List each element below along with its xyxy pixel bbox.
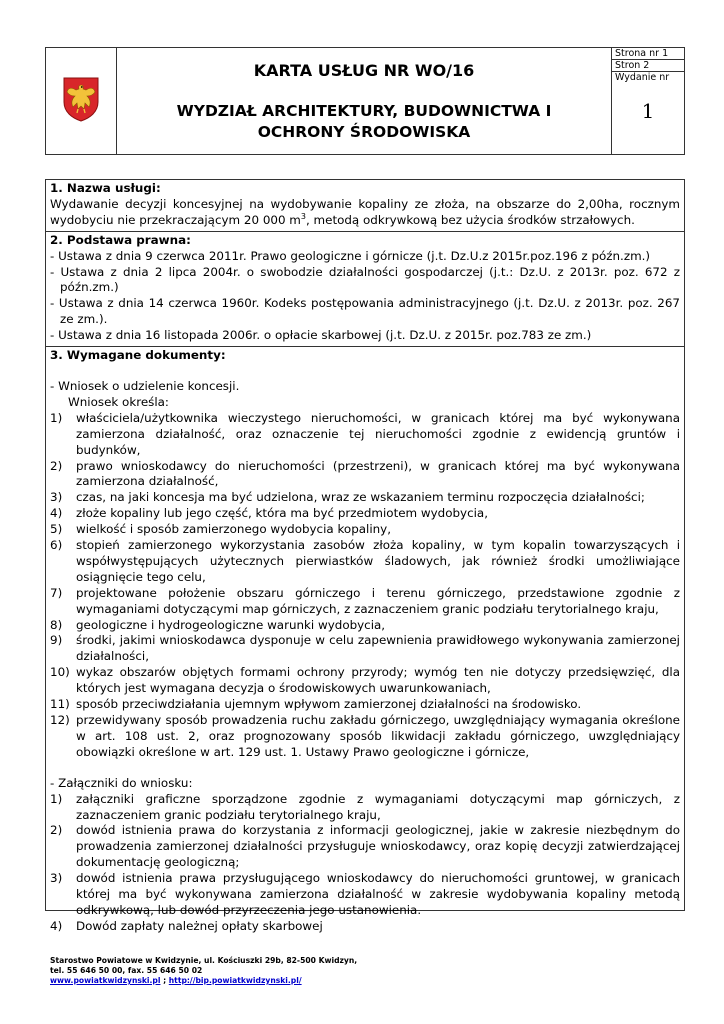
item-text: czas, na jaki koncesja ma być udzielona, wraz ze wskazaniem terminu rozpoczęcia działalności; [76,490,645,505]
legal-basis-item: - Ustawa z dnia 9 czerwca 2011r. Prawo geologiczne i górnicze (j.t. Dz.U.z 2015r.poz.196 z późn.zm.) [50,248,651,263]
page-number-label: Strona nr 1 [612,48,684,60]
item-number: 4) [50,918,63,933]
header-title-cell [117,48,612,155]
attachments-list [50,792,680,935]
section-required-documents [46,347,684,937]
item-text: projektowane położenie obszaru górniczego i terenu górniczego, przedstawione zgodnie z wymaganiami dotyczącymi map górniczych, z zaznaczeniem granic podziału terytorialnego kraju, [76,585,680,616]
item-number: 1) [50,410,63,425]
superscript-3: 3 [300,211,306,221]
link-separator: ; [160,976,169,985]
application-subtitle: Wniosek określa: [68,394,169,409]
website-link[interactable]: www.powiatkwidzynski.pl [50,976,161,985]
item-text: sposób przeciwdziałania ujemnym wpływom zamierzonej działalności na środowisko. [76,697,582,712]
item-number: 4) [50,506,63,521]
item-text: właściciela/użytkownika wieczystego nieruchomości, w granicach której ma być wykonywana zamierzona działalność, oraz oznaczenie tej nieruchomości zgodnie z ewidencją gruntów i budynków, [76,410,680,457]
application-title: - Wniosek o udzielenie koncesji. [50,378,240,393]
section-1-text [50,197,680,229]
list-item [50,713,680,761]
item-text: wielkość i sposób zamierzonego wydobycia kopaliny, [76,522,391,537]
item-text: przewidywany sposób prowadzenia ruchu zakładu górniczego, uwzględniający wymagania określone w art. 108 ust. 2, oraz prognozowany sposób likwidacji zakładu górniczego, uwzględniający obowiązki określone w art. 129 ust. 1. Ustawy Prawo geologiczne i górnicze, [76,713,680,759]
list-item [50,823,680,871]
list-item [50,411,680,459]
item-text: załączniki graficzne sporządzone zgodnie z wymaganiami dotyczącymi map górniczych, z zaznaczeniem granic podziału terytorialnego kraju, [76,791,680,822]
item-text: środki, jakimi wnioskodawca dysponuje w celu zapewnienia prawidłowego wykonywania zamierzonej działalności, [76,633,680,664]
list-item [50,459,680,491]
eagle-coat-of-arms-icon [62,76,100,122]
edition-label: Wydanie nr [615,72,670,83]
section-service-name [46,180,684,232]
item-text: geologiczne i hydrogeologiczne warunki wydobycia, [76,617,386,632]
item-text: złoże kopaliny lub jego część, która ma być przedmiotem wydobycia, [76,506,488,521]
item-number: 3) [50,871,63,886]
section-3-heading: 3. Wymagane dokumenty: [50,348,226,363]
section-1-text-main: Wydawanie decyzji koncesyjnej na wydobywanie kopaliny ze złoża, na obszarze do 2,00ha, rocznym wydobyciu nie przekraczającym 20 000 m [50,196,680,227]
list-item [50,665,680,697]
list-item [50,490,680,506]
logo-cell [46,48,117,155]
list-item [50,586,680,618]
content-box [45,179,685,933]
department-line-1: WYDZIAŁ ARCHITEKTURY, BUDOWNICTWA I [176,101,552,120]
department-line-2: OCHRONY ŚRODOWISKA [257,122,471,141]
legal-basis-list [50,249,680,344]
card-title: KARTA USŁUG NR WO/16 [253,60,475,80]
footer-address: Starostwo Powiatowe w Kwidzynie, ul. Kościuszki 29b, 82-500 Kwidzyn, [50,956,358,965]
bip-link[interactable]: http://bip.powiatkwidzynski.pl/ [168,976,302,985]
item-text: stopień zamierzonego wykorzystania zasobów złoża kopaliny, w tym kopalin towarzyszących i współwystępujących użytecznych pierwiastków śladowych, jak również środki umożliwiające osiągnięcie tego celu, [76,538,680,584]
item-number: 7) [50,585,63,600]
item-number: 2) [50,458,63,473]
list-item [50,792,680,824]
edition-number: 1 [641,99,655,123]
item-number: 12) [50,713,70,727]
section-1-text-end: , metodą odkrywkową bez użycia środków strzałowych. [305,212,635,227]
document-header [45,47,685,155]
item-number: 2) [50,823,63,838]
item-text: wykaz obszarów objętych formami ochrony przyrody; wymóg ten nie dotyczy przedsięwzięć, dla których jest wymagana decyzja o środowiskowych uwarunkowaniach, [76,665,680,696]
footer-phone: tel. 55 646 50 00, fax. 55 646 50 02 [50,966,203,975]
footer [50,956,357,986]
section-legal-basis [46,232,684,347]
header-meta-cell [612,48,685,155]
item-text: Dowód zapłaty należnej opłaty skarbowej [76,918,323,933]
item-number: 11) [50,697,70,712]
item-number: 8) [50,617,63,632]
list-item [50,538,680,586]
item-number: 10) [50,665,70,680]
legal-basis-item: - Ustawa z dnia 14 czerwca 1960r. Kodeks postępowania administracyjnego (j.t. Dz.U. z 2013r. poz. 267 ze zm.). [50,296,680,327]
item-number: 3) [50,490,63,505]
list-item [50,506,680,522]
legal-basis-item: - Ustawa z dnia 16 listopada 2006r. o opłacie skarbowej (j.t. Dz.U. z 2015r. poz.783 ze zm.) [50,328,592,343]
legal-basis-item: - Ustawa z dnia 2 lipca 2004r. o swobodzie działalności gospodarczej (j.t.: Dz.U. z 2013r. poz. 672 z późn.zm.) [50,264,680,295]
item-number: 5) [50,522,63,537]
item-number: 1) [50,791,63,806]
footer-links [50,976,357,986]
list-item [50,618,680,634]
item-text: prawo wnioskodawcy do nieruchomości (przestrzeni), w granicach której ma być wykonywana zamierzona działalność, [76,458,680,489]
item-text: dowód istnienia prawa przysługującego wnioskodawcy do nieruchomości gruntowej, w granicach której ma być wykonywana zamierzona działalność w zakresie wydobywania kopaliny metodą odkrywkową, lub dowód przyrzeczenia jego ustanowienia. [76,871,680,917]
list-item [50,919,680,935]
section-2-heading: 2. Podstawa prawna: [50,232,191,247]
list-item [50,522,680,538]
list-item [50,871,680,919]
list-item [50,633,680,665]
item-number: 9) [50,633,63,648]
section-1-heading: 1. Nazwa usługi: [50,181,161,195]
item-text: dowód istnienia prawa do korzystania z informacji geologicznej, jakie w zakresie niezbędnym do prowadzenia zamierzonej działalności przysługuje wnioskodawcy, oraz kopię decyzji zatwierdzającej dokumentację geologiczną; [76,823,680,870]
attachments-title: - Załączniki do wniosku: [50,775,193,790]
item-number: 6) [50,538,63,553]
application-items-list [50,411,680,761]
list-item [50,697,680,713]
page-count-label: Stron 2 [612,60,684,72]
